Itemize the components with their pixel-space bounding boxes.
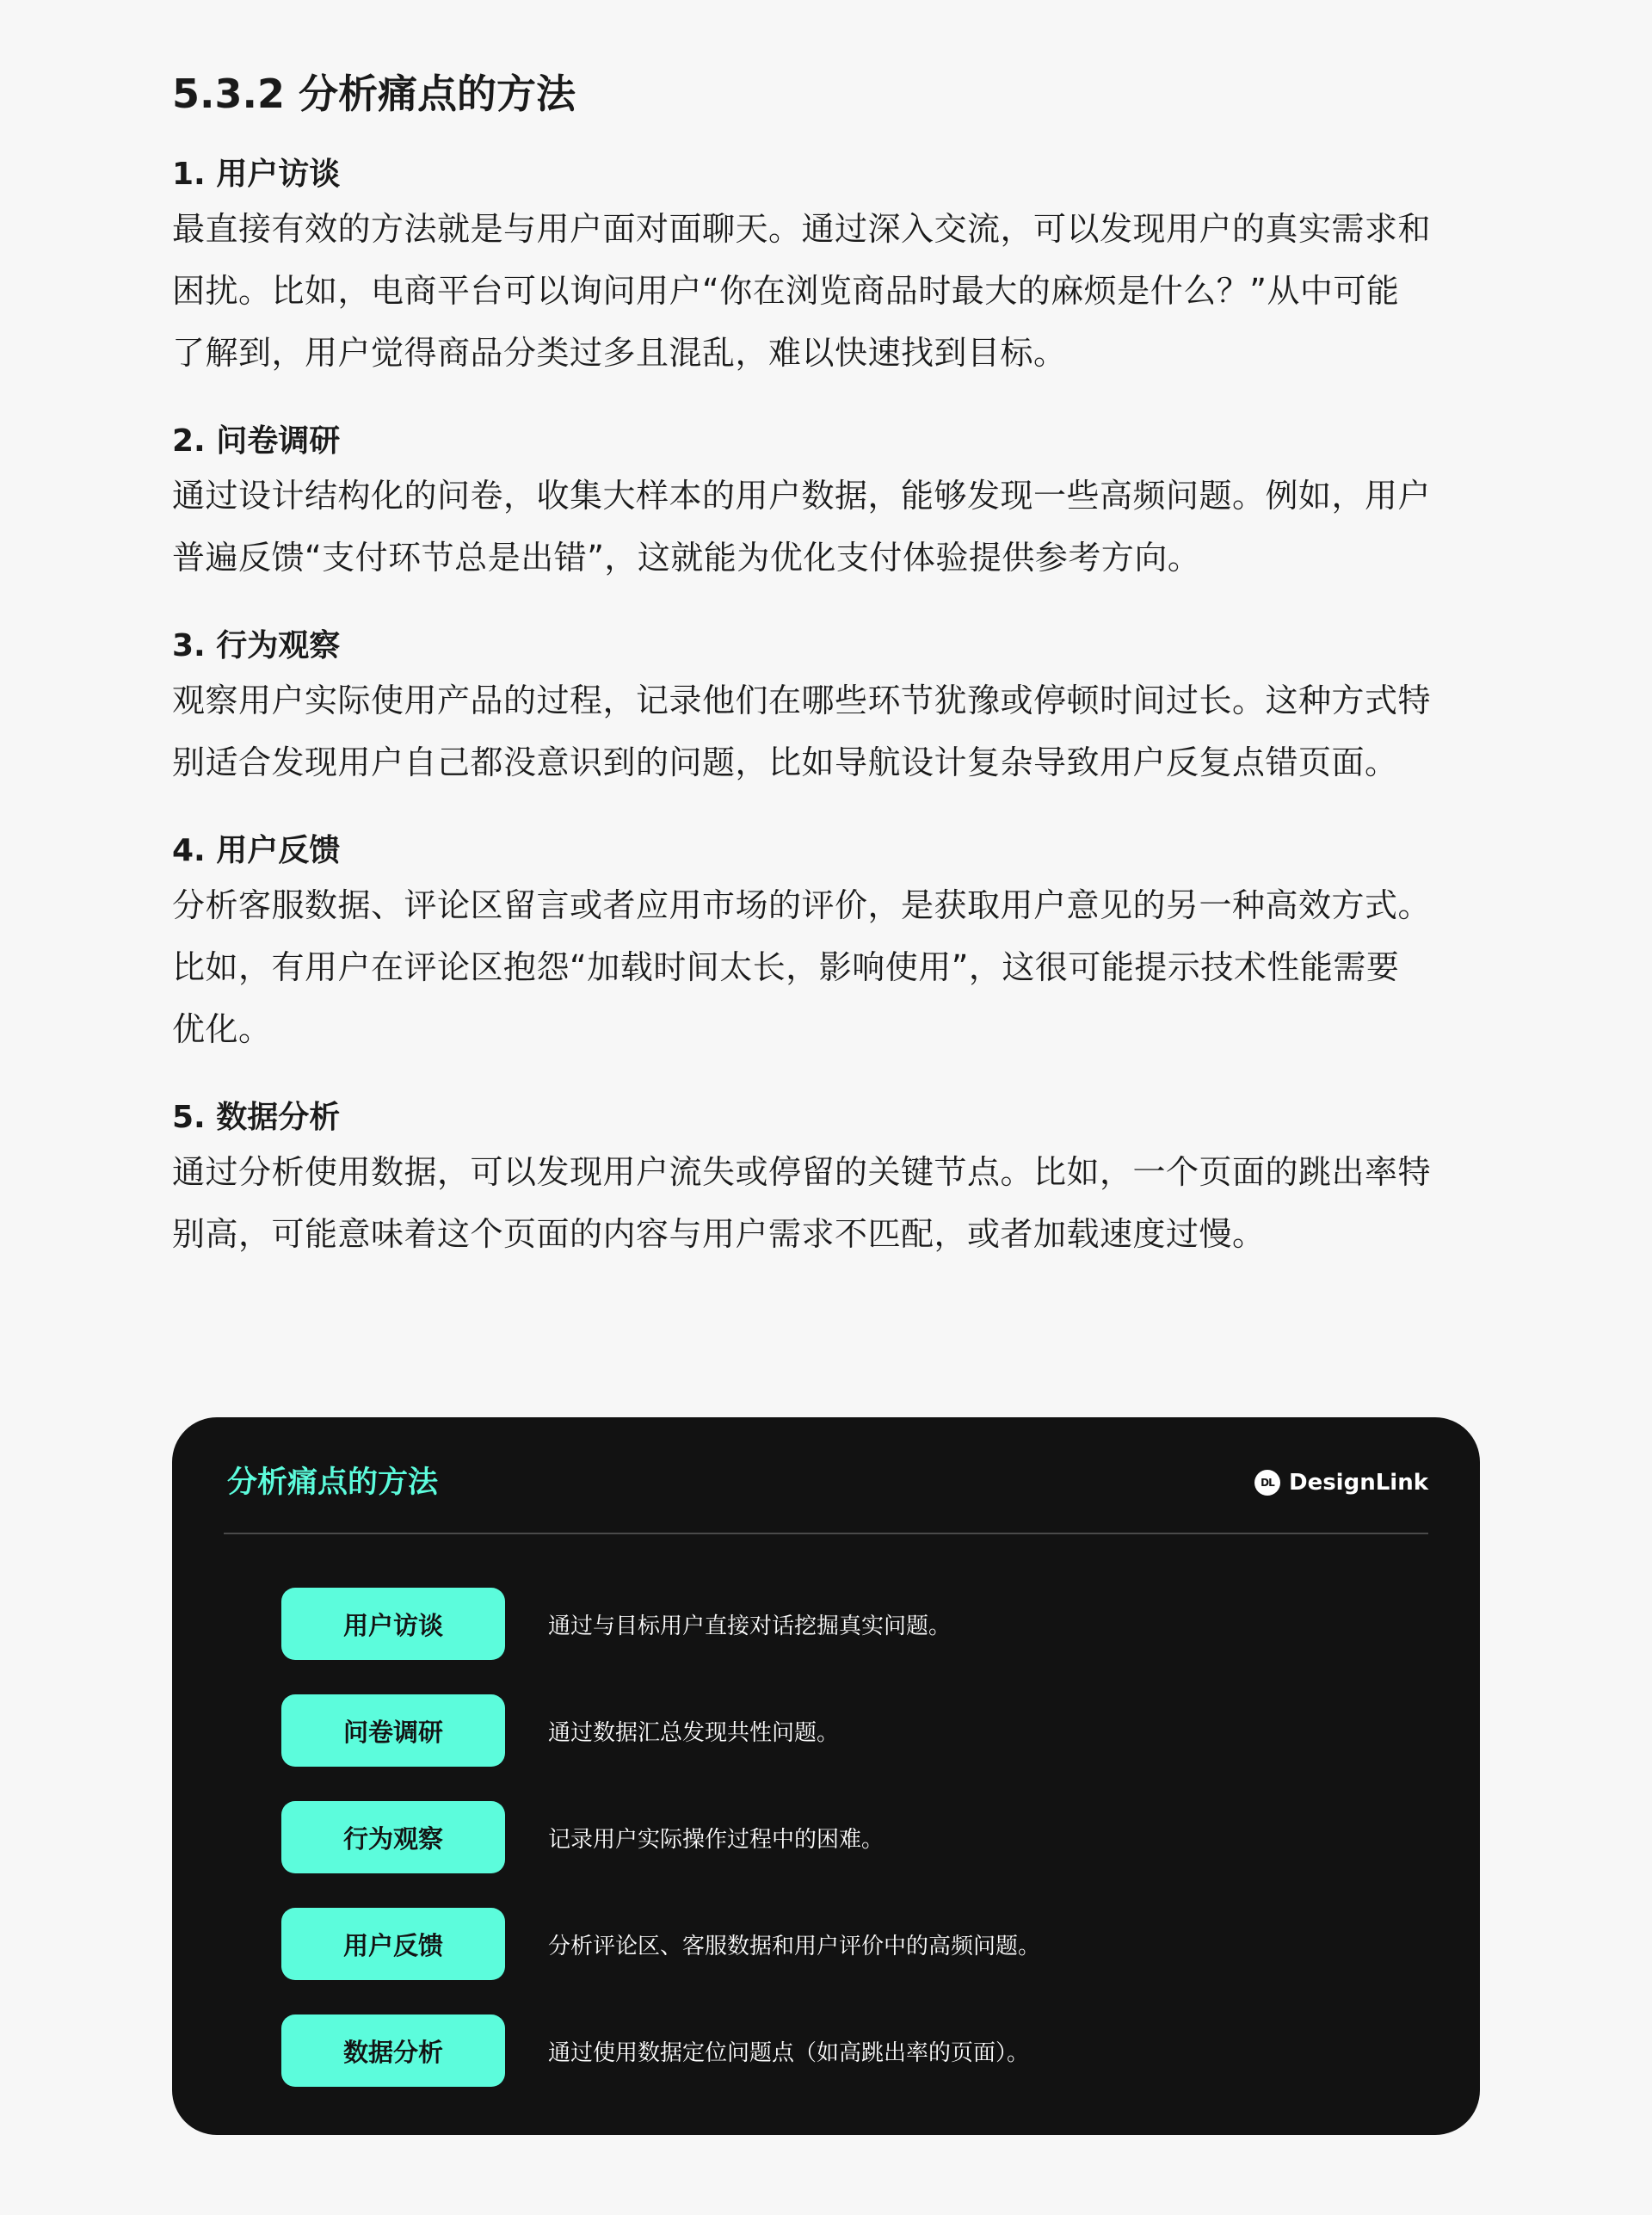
section-heading: 3. 行为观察 <box>172 628 341 663</box>
section-user-interview <box>172 151 1480 384</box>
summary-card <box>172 1417 1480 2135</box>
paragraph-line: 最直接有效的方法就是与用户面对面聊天。通过深入交流，可以发现用户的真实需求和 <box>172 210 1432 248</box>
section-user-feedback <box>172 828 1480 1060</box>
section-heading: 5. 数据分析 <box>172 1100 341 1135</box>
article <box>172 62 1480 1265</box>
method-description: 通过数据汇总发现共性问题。 <box>548 1719 840 1746</box>
section-heading: 1. 用户访谈 <box>172 157 341 192</box>
brand-name: DesignLink <box>1288 1470 1428 1496</box>
method-description: 通过使用数据定位问题点（如高跳出率的页面）。 <box>548 2039 1030 2066</box>
section-heading: 4. 用户反馈 <box>172 833 341 868</box>
method-row <box>281 1588 951 1660</box>
section-paragraph <box>172 1141 1480 1265</box>
method-description: 通过与目标用户直接对话挖掘真实问题。 <box>548 1613 952 1639</box>
method-row <box>281 2014 1029 2087</box>
paragraph-line: 别高，可能意味着这个页面的内容与用户需求不匹配，或者加载速度过慢。 <box>172 1215 1266 1253</box>
paragraph-line: 普遍反馈“支付环节总是出错”，这就能为优化支付体验提供参考方向。 <box>172 539 1201 577</box>
card-divider <box>224 1533 1428 1534</box>
paragraph-line: 优化。 <box>172 1010 272 1048</box>
paragraph-line: 观察用户实际使用产品的过程，记录他们在哪些环节犹豫或停顿时间过长。这种方式特 <box>172 682 1432 719</box>
card-title: 分析痛点的方法 <box>227 1465 439 1500</box>
method-description: 分析评论区、客服数据和用户评价中的高频问题。 <box>548 1933 1041 1959</box>
method-row <box>281 1801 884 1873</box>
paragraph-line: 通过分析使用数据，可以发现用户流失或停留的关键节点。比如，一个页面的跳出率特 <box>172 1153 1432 1191</box>
method-description: 记录用户实际操作过程中的困难。 <box>548 1826 885 1853</box>
paragraph-line: 比如，有用户在评论区抱怨“加载时间太长，影响使用”，这很可能提示技术性能需要 <box>172 948 1400 986</box>
method-pill: 用户访谈 <box>281 1588 505 1660</box>
section-paragraph <box>172 669 1480 793</box>
brand-logo <box>1254 1465 1428 1500</box>
section-paragraph <box>172 198 1480 384</box>
method-row <box>281 1694 839 1767</box>
section-paragraph <box>172 874 1480 1060</box>
paragraph-line: 通过设计结构化的问卷，收集大样本的用户数据，能够发现一些高频问题。例如，用户 <box>172 477 1432 515</box>
section-data-analysis <box>172 1095 1480 1265</box>
method-pill: 行为观察 <box>281 1801 505 1873</box>
section-behavior-observation <box>172 623 1480 793</box>
method-pill: 问卷调研 <box>281 1694 505 1767</box>
method-pill: 数据分析 <box>281 2014 505 2087</box>
designlink-logo-icon: DL <box>1254 1470 1280 1496</box>
paragraph-line: 分析客服数据、评论区留言或者应用市场的评价，是获取用户意见的另一种高效方式。 <box>172 886 1432 924</box>
section-paragraph <box>172 465 1480 589</box>
section-heading: 2. 问卷调研 <box>172 423 341 459</box>
section-questionnaire <box>172 418 1480 589</box>
method-row <box>281 1908 1040 1980</box>
method-pill: 用户反馈 <box>281 1908 505 1980</box>
paragraph-line: 别适合发现用户自己都没意识到的问题，比如导航设计复杂导致用户反复点错页面。 <box>172 743 1398 781</box>
paragraph-line: 了解到，用户觉得商品分类过多且混乱，难以快速找到目标。 <box>172 334 1067 372</box>
page-title: 5.3.2 分析痛点的方法 <box>172 71 576 117</box>
paragraph-line: 困扰。比如，电商平台可以询问用户“你在浏览商品时最大的麻烦是什么？”从中可能 <box>172 272 1400 310</box>
